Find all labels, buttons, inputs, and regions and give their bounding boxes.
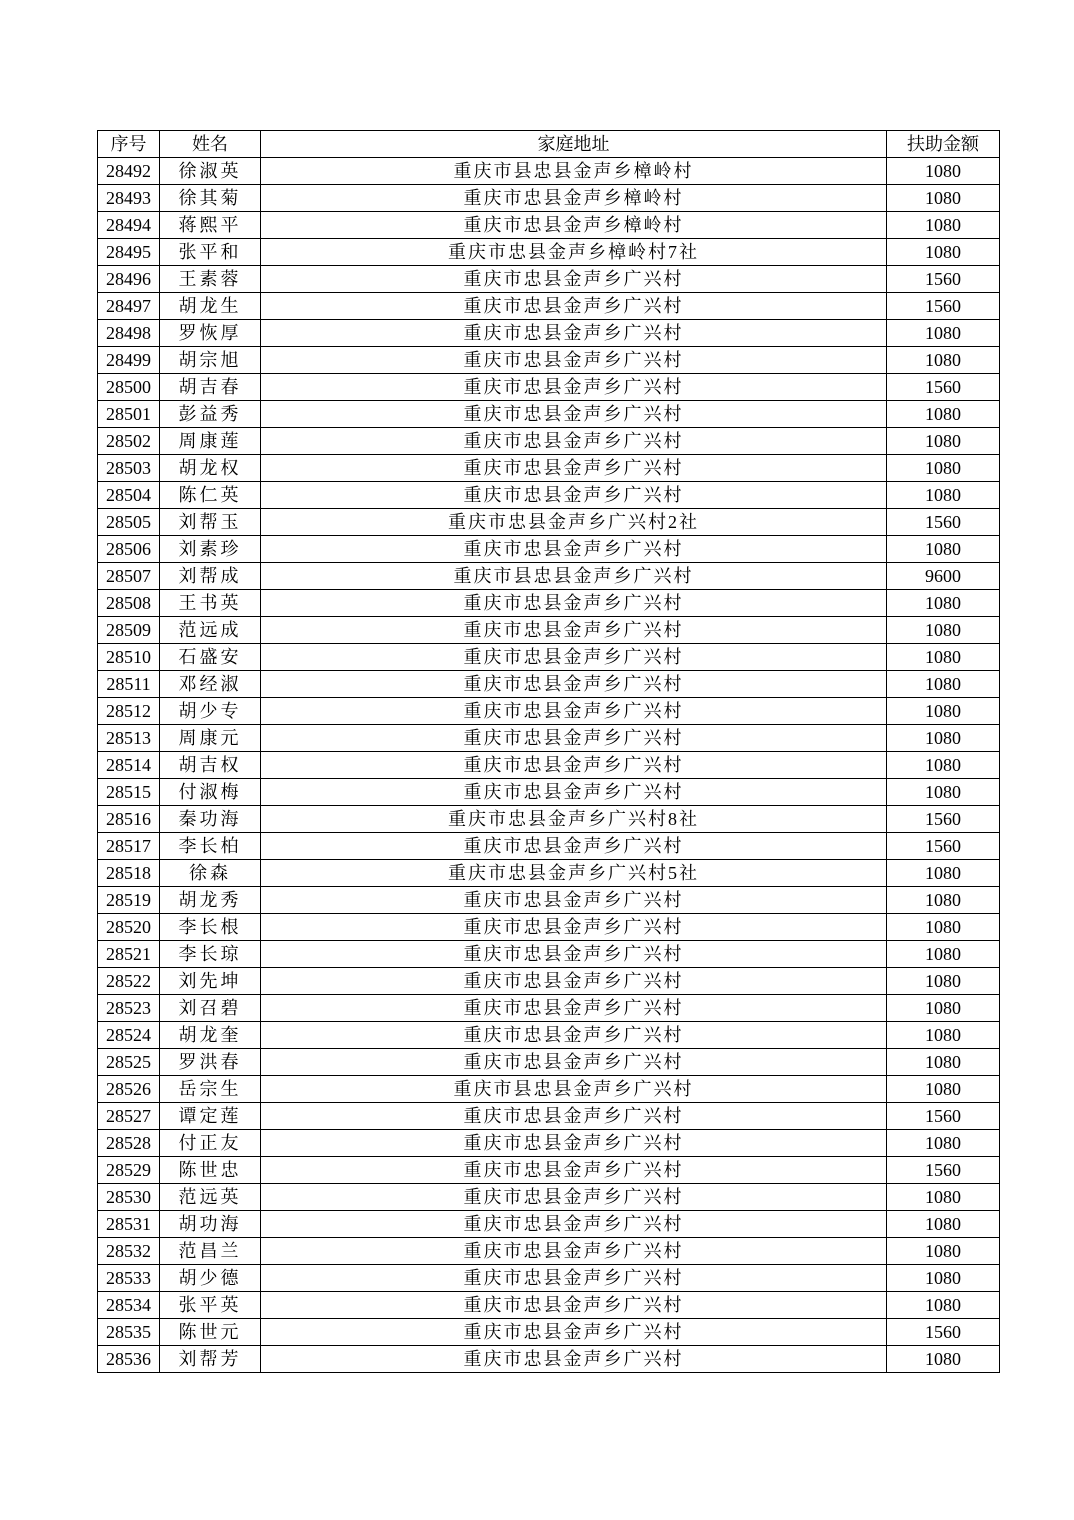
table-row: [98, 1211, 1000, 1238]
cell-amount: 1080: [887, 617, 1000, 644]
cell-name: 蒋熙平: [160, 212, 261, 239]
cell-address: 重庆市忠县金声乡广兴村: [261, 995, 887, 1022]
cell-address: 重庆市忠县金声乡广兴村: [261, 590, 887, 617]
table-row: [98, 1319, 1000, 1346]
cell-name: 邓经淑: [160, 671, 261, 698]
cell-name: 王素蓉: [160, 266, 261, 293]
table-row: [98, 968, 1000, 995]
cell-address: 重庆市县忠县金声乡广兴村: [261, 1076, 887, 1103]
cell-id: 28529: [98, 1157, 160, 1184]
cell-address: 重庆市忠县金声乡广兴村: [261, 1319, 887, 1346]
table-row: [98, 887, 1000, 914]
cell-address: 重庆市忠县金声乡广兴村: [261, 401, 887, 428]
cell-id: 28513: [98, 725, 160, 752]
cell-amount: 1080: [887, 941, 1000, 968]
table-row: [98, 1157, 1000, 1184]
cell-amount: 1080: [887, 239, 1000, 266]
cell-id: 28523: [98, 995, 160, 1022]
cell-name: 范远英: [160, 1184, 261, 1211]
cell-amount: 1080: [887, 1076, 1000, 1103]
cell-address: 重庆市忠县金声乡广兴村: [261, 779, 887, 806]
table-row: [98, 320, 1000, 347]
table-row: [98, 671, 1000, 698]
cell-name: 张平英: [160, 1292, 261, 1319]
cell-name: 胡功海: [160, 1211, 261, 1238]
cell-name: 刘帮成: [160, 563, 261, 590]
cell-amount: 1080: [887, 536, 1000, 563]
cell-address: 重庆市忠县金声乡广兴村: [261, 1292, 887, 1319]
table-row: [98, 1292, 1000, 1319]
cell-name: 胡龙奎: [160, 1022, 261, 1049]
cell-address: 重庆市忠县金声乡樟岭村: [261, 185, 887, 212]
cell-address: 重庆市忠县金声乡广兴村: [261, 941, 887, 968]
cell-name: 李长柏: [160, 833, 261, 860]
cell-name: 胡吉春: [160, 374, 261, 401]
cell-id: 28531: [98, 1211, 160, 1238]
cell-name: 徐其菊: [160, 185, 261, 212]
cell-address: 重庆市忠县金声乡广兴村: [261, 1022, 887, 1049]
cell-amount: 1560: [887, 374, 1000, 401]
cell-address: 重庆市忠县金声乡广兴村: [261, 428, 887, 455]
cell-name: 罗洪春: [160, 1049, 261, 1076]
cell-name: 刘帮玉: [160, 509, 261, 536]
cell-name: 胡吉权: [160, 752, 261, 779]
cell-id: 28516: [98, 806, 160, 833]
cell-address: 重庆市忠县金声乡广兴村: [261, 1346, 887, 1373]
table-row: [98, 914, 1000, 941]
cell-address: 重庆市忠县金声乡广兴村: [261, 320, 887, 347]
cell-id: 28526: [98, 1076, 160, 1103]
table-row: [98, 617, 1000, 644]
cell-amount: 1080: [887, 725, 1000, 752]
cell-amount: 1560: [887, 1157, 1000, 1184]
cell-name: 王书英: [160, 590, 261, 617]
cell-amount: 1080: [887, 347, 1000, 374]
cell-id: 28493: [98, 185, 160, 212]
cell-id: 28508: [98, 590, 160, 617]
cell-name: 付淑梅: [160, 779, 261, 806]
cell-name: 刘帮芳: [160, 1346, 261, 1373]
cell-name: 周康元: [160, 725, 261, 752]
cell-address: 重庆市忠县金声乡广兴村: [261, 293, 887, 320]
cell-name: 岳宗生: [160, 1076, 261, 1103]
cell-name: 陈世忠: [160, 1157, 261, 1184]
cell-name: 付正友: [160, 1130, 261, 1157]
table-row: [98, 1130, 1000, 1157]
cell-id: 28503: [98, 455, 160, 482]
table-row: [98, 185, 1000, 212]
cell-address: 重庆市忠县金声乡广兴村: [261, 671, 887, 698]
cell-id: 28525: [98, 1049, 160, 1076]
cell-address: 重庆市忠县金声乡广兴村: [261, 1211, 887, 1238]
cell-address: 重庆市县忠县金声乡广兴村: [261, 563, 887, 590]
cell-name: 刘召碧: [160, 995, 261, 1022]
cell-amount: 1080: [887, 158, 1000, 185]
cell-address: 重庆市忠县金声乡广兴村: [261, 644, 887, 671]
cell-name: 胡龙秀: [160, 887, 261, 914]
table-row: [98, 1022, 1000, 1049]
cell-address: 重庆市忠县金声乡广兴村: [261, 1157, 887, 1184]
cell-address: 重庆市忠县金声乡广兴村: [261, 752, 887, 779]
table-row: [98, 725, 1000, 752]
header-name: 姓名: [160, 131, 261, 158]
cell-amount: 1080: [887, 401, 1000, 428]
cell-id: 28524: [98, 1022, 160, 1049]
cell-id: 28509: [98, 617, 160, 644]
cell-amount: 1560: [887, 1319, 1000, 1346]
cell-amount: 1080: [887, 752, 1000, 779]
cell-address: 重庆市忠县金声乡广兴村: [261, 455, 887, 482]
cell-address: 重庆市忠县金声乡广兴村: [261, 1049, 887, 1076]
cell-id: 28532: [98, 1238, 160, 1265]
cell-name: 李长根: [160, 914, 261, 941]
cell-address: 重庆市忠县金声乡广兴村2社: [261, 509, 887, 536]
cell-name: 罗恢厚: [160, 320, 261, 347]
cell-id: 28534: [98, 1292, 160, 1319]
cell-id: 28505: [98, 509, 160, 536]
cell-id: 28497: [98, 293, 160, 320]
cell-address: 重庆市忠县金声乡广兴村: [261, 968, 887, 995]
cell-address: 重庆市忠县金声乡广兴村: [261, 536, 887, 563]
table-row: [98, 266, 1000, 293]
cell-id: 28514: [98, 752, 160, 779]
assistance-table: [97, 130, 1000, 1373]
cell-id: 28496: [98, 266, 160, 293]
table-row: [98, 158, 1000, 185]
cell-address: 重庆市忠县金声乡樟岭村7社: [261, 239, 887, 266]
table-row: [98, 806, 1000, 833]
table-row: [98, 941, 1000, 968]
cell-id: 28512: [98, 698, 160, 725]
cell-id: 28499: [98, 347, 160, 374]
cell-name: 徐淑英: [160, 158, 261, 185]
cell-amount: 1080: [887, 671, 1000, 698]
cell-name: 周康莲: [160, 428, 261, 455]
cell-amount: 1080: [887, 887, 1000, 914]
table-row: [98, 590, 1000, 617]
cell-id: 28521: [98, 941, 160, 968]
cell-id: 28502: [98, 428, 160, 455]
cell-amount: 1080: [887, 590, 1000, 617]
table-header: [98, 131, 1000, 158]
table-row: [98, 401, 1000, 428]
cell-id: 28520: [98, 914, 160, 941]
cell-amount: 1080: [887, 1211, 1000, 1238]
cell-name: 刘先坤: [160, 968, 261, 995]
cell-amount: 9600: [887, 563, 1000, 590]
header-row: [98, 131, 1000, 158]
cell-id: 28494: [98, 212, 160, 239]
cell-amount: 1080: [887, 860, 1000, 887]
table-row: [98, 536, 1000, 563]
cell-address: 重庆市忠县金声乡广兴村: [261, 725, 887, 752]
cell-name: 谭定莲: [160, 1103, 261, 1130]
cell-name: 刘素珍: [160, 536, 261, 563]
cell-amount: 1560: [887, 806, 1000, 833]
cell-id: 28510: [98, 644, 160, 671]
table-row: [98, 239, 1000, 266]
cell-address: 重庆市忠县金声乡樟岭村: [261, 212, 887, 239]
cell-amount: 1080: [887, 320, 1000, 347]
table-row: [98, 779, 1000, 806]
cell-amount: 1080: [887, 1265, 1000, 1292]
cell-name: 陈仁英: [160, 482, 261, 509]
cell-amount: 1080: [887, 428, 1000, 455]
table-row: [98, 509, 1000, 536]
cell-name: 张平和: [160, 239, 261, 266]
cell-id: 28522: [98, 968, 160, 995]
cell-id: 28519: [98, 887, 160, 914]
cell-amount: 1080: [887, 482, 1000, 509]
cell-id: 28517: [98, 833, 160, 860]
table-row: [98, 698, 1000, 725]
cell-name: 陈世元: [160, 1319, 261, 1346]
table-row: [98, 1346, 1000, 1373]
cell-amount: 1080: [887, 1049, 1000, 1076]
cell-address: 重庆市忠县金声乡广兴村5社: [261, 860, 887, 887]
cell-id: 28492: [98, 158, 160, 185]
cell-address: 重庆市忠县金声乡广兴村: [261, 1184, 887, 1211]
table-row: [98, 860, 1000, 887]
cell-amount: 1560: [887, 509, 1000, 536]
cell-amount: 1080: [887, 968, 1000, 995]
cell-amount: 1080: [887, 212, 1000, 239]
table-row: [98, 374, 1000, 401]
table-row: [98, 644, 1000, 671]
cell-address: 重庆市忠县金声乡广兴村: [261, 1238, 887, 1265]
cell-amount: 1080: [887, 185, 1000, 212]
table-row: [98, 1103, 1000, 1130]
table-body: [98, 158, 1000, 1373]
cell-address: 重庆市忠县金声乡广兴村: [261, 1103, 887, 1130]
cell-amount: 1080: [887, 995, 1000, 1022]
table-row: [98, 995, 1000, 1022]
cell-address: 重庆市县忠县金声乡樟岭村: [261, 158, 887, 185]
header-address: 家庭地址: [261, 131, 887, 158]
cell-id: 28511: [98, 671, 160, 698]
cell-id: 28518: [98, 860, 160, 887]
cell-name: 胡龙权: [160, 455, 261, 482]
cell-id: 28527: [98, 1103, 160, 1130]
cell-name: 彭益秀: [160, 401, 261, 428]
table-row: [98, 1184, 1000, 1211]
cell-amount: 1080: [887, 1184, 1000, 1211]
cell-id: 28507: [98, 563, 160, 590]
cell-id: 28515: [98, 779, 160, 806]
header-id: 序号: [98, 131, 160, 158]
table-row: [98, 1265, 1000, 1292]
cell-amount: 1080: [887, 1022, 1000, 1049]
cell-amount: 1080: [887, 698, 1000, 725]
header-amount: 扶助金额: [887, 131, 1000, 158]
cell-address: 重庆市忠县金声乡广兴村: [261, 482, 887, 509]
cell-name: 徐森: [160, 860, 261, 887]
cell-amount: 1560: [887, 293, 1000, 320]
cell-name: 秦功海: [160, 806, 261, 833]
cell-address: 重庆市忠县金声乡广兴村: [261, 887, 887, 914]
table-row: [98, 212, 1000, 239]
cell-address: 重庆市忠县金声乡广兴村: [261, 1130, 887, 1157]
cell-name: 胡宗旭: [160, 347, 261, 374]
cell-amount: 1080: [887, 1346, 1000, 1373]
table-row: [98, 482, 1000, 509]
cell-name: 李长琼: [160, 941, 261, 968]
cell-amount: 1080: [887, 455, 1000, 482]
cell-address: 重庆市忠县金声乡广兴村8社: [261, 806, 887, 833]
cell-name: 石盛安: [160, 644, 261, 671]
cell-id: 28506: [98, 536, 160, 563]
cell-address: 重庆市忠县金声乡广兴村: [261, 374, 887, 401]
cell-id: 28504: [98, 482, 160, 509]
cell-id: 28498: [98, 320, 160, 347]
table-row: [98, 347, 1000, 374]
table-row: [98, 563, 1000, 590]
table-row: [98, 752, 1000, 779]
cell-amount: 1080: [887, 1292, 1000, 1319]
cell-name: 胡少专: [160, 698, 261, 725]
cell-id: 28536: [98, 1346, 160, 1373]
cell-amount: 1080: [887, 914, 1000, 941]
cell-amount: 1080: [887, 779, 1000, 806]
cell-amount: 1560: [887, 1103, 1000, 1130]
table-row: [98, 1238, 1000, 1265]
cell-amount: 1560: [887, 833, 1000, 860]
cell-address: 重庆市忠县金声乡广兴村: [261, 617, 887, 644]
cell-amount: 1560: [887, 266, 1000, 293]
cell-name: 胡龙生: [160, 293, 261, 320]
cell-address: 重庆市忠县金声乡广兴村: [261, 833, 887, 860]
table-row: [98, 293, 1000, 320]
table-row: [98, 1049, 1000, 1076]
cell-address: 重庆市忠县金声乡广兴村: [261, 698, 887, 725]
table-row: [98, 1076, 1000, 1103]
cell-address: 重庆市忠县金声乡广兴村: [261, 347, 887, 374]
cell-amount: 1080: [887, 644, 1000, 671]
cell-address: 重庆市忠县金声乡广兴村: [261, 914, 887, 941]
table-row: [98, 833, 1000, 860]
table-row: [98, 428, 1000, 455]
cell-id: 28501: [98, 401, 160, 428]
cell-id: 28528: [98, 1130, 160, 1157]
cell-id: 28533: [98, 1265, 160, 1292]
cell-address: 重庆市忠县金声乡广兴村: [261, 1265, 887, 1292]
cell-id: 28530: [98, 1184, 160, 1211]
cell-amount: 1080: [887, 1130, 1000, 1157]
cell-amount: 1080: [887, 1238, 1000, 1265]
cell-name: 胡少德: [160, 1265, 261, 1292]
cell-id: 28495: [98, 239, 160, 266]
cell-id: 28535: [98, 1319, 160, 1346]
cell-address: 重庆市忠县金声乡广兴村: [261, 266, 887, 293]
cell-name: 范远成: [160, 617, 261, 644]
cell-name: 范昌兰: [160, 1238, 261, 1265]
cell-id: 28500: [98, 374, 160, 401]
table-row: [98, 455, 1000, 482]
